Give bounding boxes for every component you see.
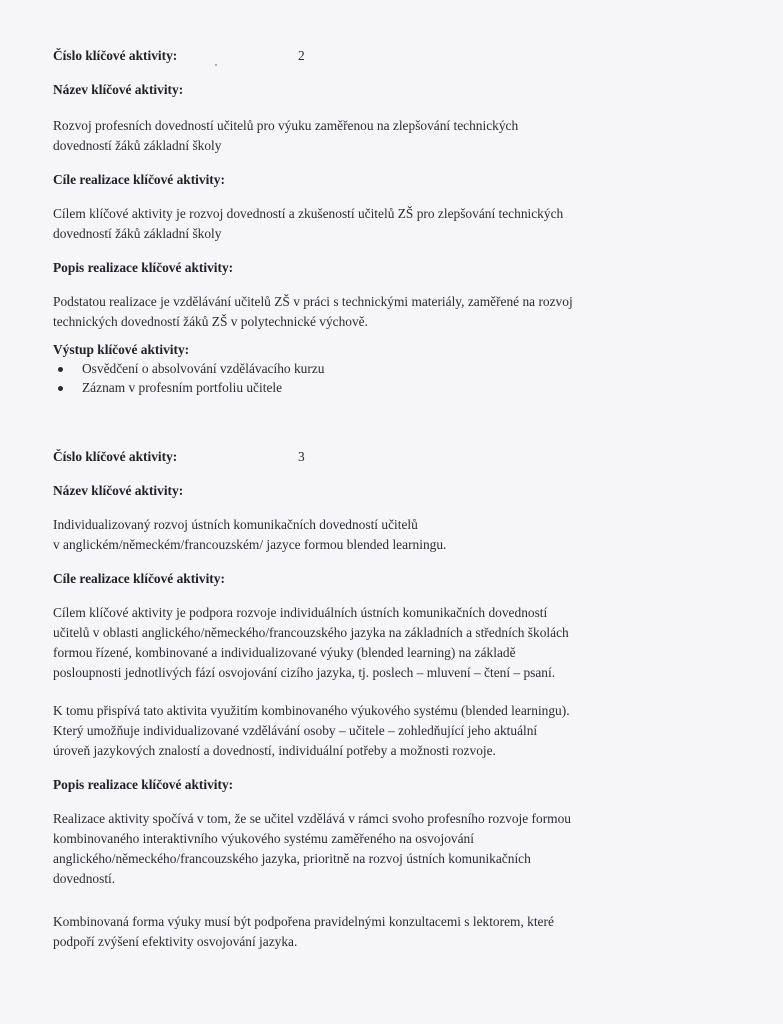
activity-output-label: Výstup klíčové aktivity: [53,342,190,357]
activity-desc-line: podpoří zvýšení efektivity osvojování jazyka. [53,934,298,949]
activity-desc-label: Popis realizace klíčové aktivity: [53,777,234,792]
activity-number: 3 [298,449,305,464]
activity-name-label: Název klíčové aktivity: [53,483,184,498]
activity-goals-line: učitelů v oblasti anglického/německého/francouzského jazyka na základních a středních školách [53,625,569,640]
activity-desc-line: dovedností. [53,871,116,886]
activity-goals-line: dovedností žáků základní školy [53,226,222,241]
activity-desc-line: kombinovaného interaktivního výukového systému zaměřeného na osvojování [53,831,474,846]
output-item: Osvědčení o absolvování vzdělávacího kurzu [82,361,325,376]
activity-goals-label: Cíle realizace klíčové aktivity: [53,571,225,586]
activity-goals-line: Který umožňuje individualizované vzdělávání osoby – učitele – zohledňující jeho aktuální [53,723,538,738]
activity-desc-line: anglického/německého/francouzského jazyka, prioritně na rozvoj ústních komunikačních [53,851,531,866]
activity-number-label: Číslo klíčové aktivity: [53,449,178,464]
activity-goals-line: úroveň jazykových znalostí a dovedností, individuální potřeby a možnosti rozvoje. [53,743,496,758]
activity-goals-label: Cíle realizace klíčové aktivity: [53,172,225,187]
activity-goals-line: Cílem klíčové aktivity je podpora rozvoje individuálních ústních komunikačních dovedností [53,605,548,620]
scan-speck [215,64,217,66]
activity-goals-line: formou řízené, kombinované a individualizované výuky (blended learning) na základě [53,645,516,660]
bullet-icon [58,367,63,372]
activity-desc-line: Kombinovaná forma výuky musí být podpořena pravidelnými konzultacemi s lektorem, které [53,914,554,929]
activity-name-line: v anglickém/německém/francouzském/ jazyce formou blended learningu. [53,537,447,552]
activity-name-line: dovedností žáků základní školy [53,138,222,153]
activity-number: 2 [298,48,305,63]
activity-desc-line: technických dovedností žáků ZŠ v polytechnické výchově. [53,314,368,329]
activity-name-line: Individualizovaný rozvoj ústních komunikačních dovedností učitelů [53,517,418,532]
activity-desc-line: Podstatou realizace je vzdělávání učitelů ZŠ v práci s technickými materiály, zaměřené na rozvoj [53,294,573,309]
activity-goals-line: K tomu přispívá tato aktivita využitím kombinovaného výukového systému (blended learningu). [53,703,570,718]
activity-goals-line: Cílem klíčové aktivity je rozvoj dovedností a zkušeností učitelů ZŠ pro zlepšování technických [53,206,564,221]
activity-goals-line: posloupnosti jednotlivých fází osvojování cizího jazyka, tj. poslech – mluvení – čtení – psaní. [53,665,556,680]
output-item: Záznam v profesním portfoliu učitele [82,380,283,395]
activity-name-line: Rozvoj profesních dovedností učitelů pro výuku zaměřenou na zlepšování technických [53,118,519,133]
activity-name-label: Název klíčové aktivity: [53,82,184,97]
activity-number-label: Číslo klíčové aktivity: [53,48,178,63]
activity-desc-line: Realizace aktivity spočívá v tom, že se učitel vzdělává v rámci svoho profesního rozvoje formou [53,811,571,826]
activity-desc-label: Popis realizace klíčové aktivity: [53,260,234,275]
bullet-icon [58,386,63,391]
